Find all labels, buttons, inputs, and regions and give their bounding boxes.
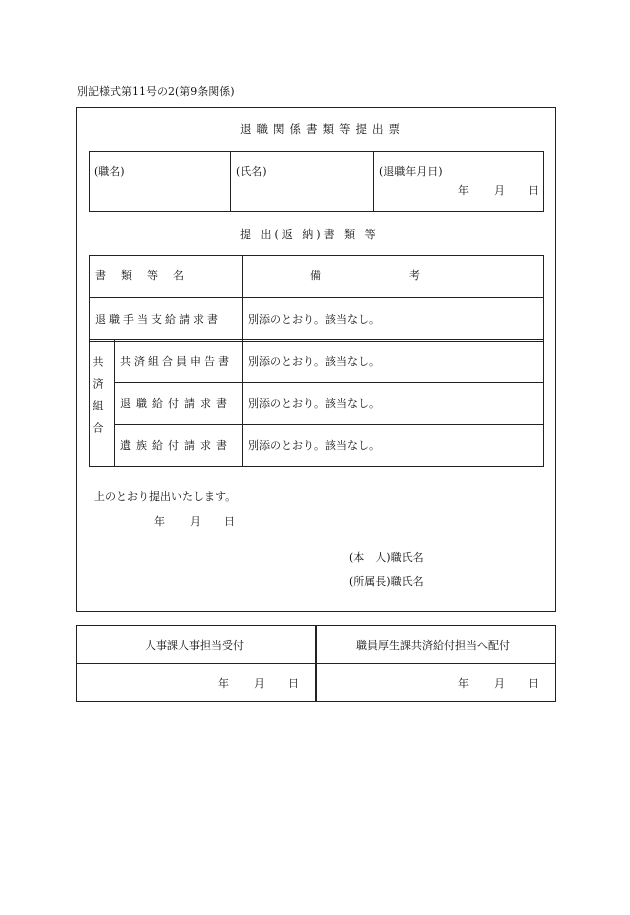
retire-date-month: 月	[494, 184, 505, 197]
routing-right-header: 職員厚生課共済給付担当へ配付	[356, 639, 510, 652]
routing-left-year: 年	[218, 677, 229, 690]
routing-right-year: 年	[458, 677, 469, 690]
submit-day: 日	[224, 515, 235, 528]
header-remarks: 備 考	[310, 269, 420, 282]
submission-statement: 上のとおり提出いたします。	[94, 490, 237, 503]
retire-date-day: 日	[528, 184, 539, 197]
group-row1-document: 共済組合員申告書	[120, 355, 232, 368]
routing-left-month: 月	[254, 677, 265, 690]
header-documents: 書 類 等 名	[95, 269, 186, 282]
form-title: 退職関係書類等提出票	[240, 122, 405, 136]
routing-right-month: 月	[494, 677, 505, 690]
row1-remark: 別添のとおり。該当なし。	[248, 313, 380, 326]
group-row1-remark: 別添のとおり。該当なし。	[248, 355, 380, 368]
group-row2-remark: 別添のとおり。該当なし。	[248, 397, 380, 410]
position-label: (職名)	[94, 165, 125, 178]
name-label: (氏名)	[236, 165, 267, 178]
info-table	[89, 151, 544, 212]
submit-year: 年	[154, 515, 165, 528]
retire-date-year: 年	[458, 184, 469, 197]
retire-date-label: (退職年月日)	[379, 165, 443, 178]
form-reference: 別記様式第11号の2(第9条関係)	[77, 85, 235, 98]
group-row2-document: 退職給付請求書	[120, 397, 232, 410]
group-row3-document: 遺族給付請求書	[120, 439, 232, 452]
routing-left-header: 人事課人事担当受付	[145, 639, 244, 652]
routing-right-day: 日	[528, 677, 539, 690]
group-row3-remark: 別添のとおり。該当なし。	[248, 439, 380, 452]
submit-month: 月	[190, 515, 201, 528]
row1-document: 退職手当支給請求書	[95, 313, 221, 326]
signature-self: (本 人)職氏名	[349, 551, 424, 564]
section-title: 提 出(返 納)書 類 等	[240, 228, 379, 241]
routing-left-day: 日	[288, 677, 299, 690]
group-label-kyosai: 共済組合	[91, 356, 104, 444]
signature-head: (所属長)職氏名	[349, 575, 424, 588]
